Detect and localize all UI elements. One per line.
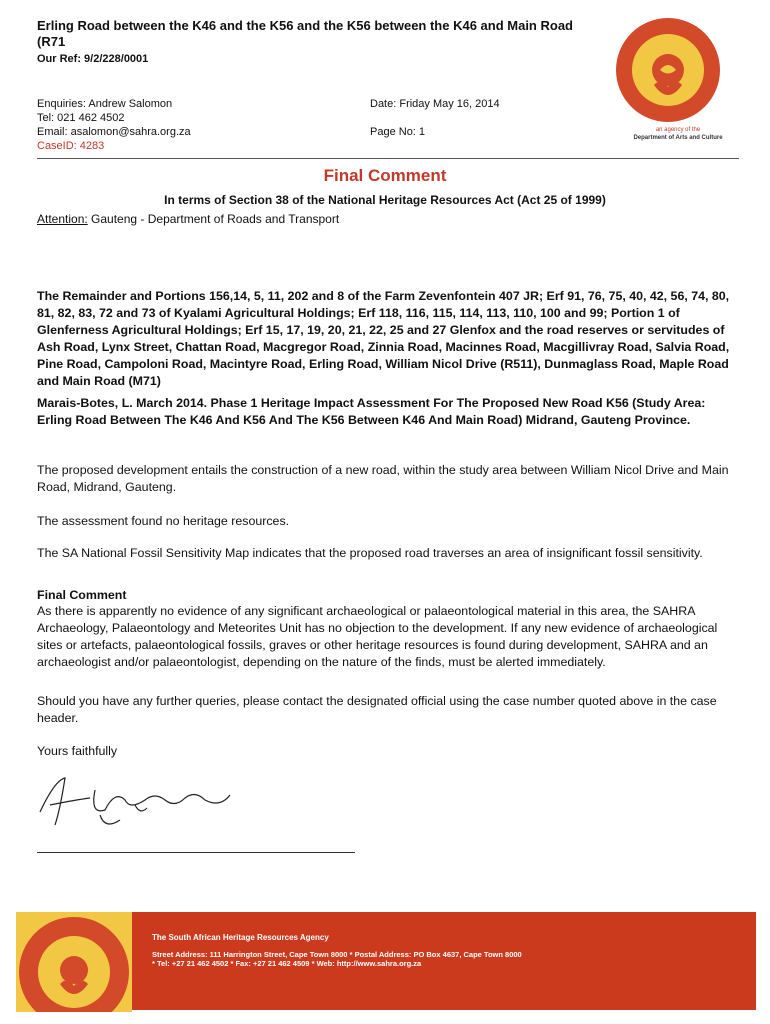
sahra-logo: [600, 15, 740, 155]
contact-block: [37, 97, 191, 153]
sahra-emblem-icon: [16, 912, 132, 1012]
property-description: The Remainder and Portions 156,14, 5, 11, 202 and 8 of the Farm Zevenfontein 407 JR; Erf 91, 76, 75, 40, 42, 56, 74, 80, 81, 82, 83, 72 and 73 of Kyalami Agricultural Holdings; Erf 118, 116, 115, 114, 113, 110, 100 and 99; Portion 1 of Glenferness Agricultural Holdings; Erf 15, 17, 19, 20, 21, 22, 25 and 27 Glenfox and the road reserves or servitudes of Ash Road, Lynx Street, Chattan Road, Macgregor Road, Zinnia Road, Macinnes Road, Macgillivray Road, Salvia Road, Pine Road, Campoloni Road, Macintyre Road, Erling Road, William Nicol Drive (R511), Dunmaglass Road, Maple Road and Main Road (M71): [37, 289, 730, 388]
page-number: Page No: 1: [370, 126, 426, 138]
footer-address: Street Address: 111 Harrington Street, Cape Town 8000 * Postal Address: PO Box 4637, Cape Town 8000: [152, 950, 522, 959]
footer-org-name: The South African Heritage Resources Agency: [152, 933, 329, 942]
reference-number: Our Ref: 9/2/228/0001: [37, 53, 149, 65]
final-comment-text: As there is apparently no evidence of any significant archaeological or palaeontological material in this area, the SAHRA Archaeology, Palaeontology and Meteorites Unit has no objection to the development. If any new evidence of archaeological sites or artefacts, palaeontological fossils, graves or other heritage resources is found during development, SAHRA and an archaeologist and/or palaeontologist, depending on the nature of the finds, must be alerted immediately.: [37, 604, 718, 669]
footer-contact: * Tel: +27 21 462 4502 * Fax: +27 21 462 4509 * Web: http://www.sahra.org.za: [152, 959, 422, 968]
telephone: Tel: 021 462 4502: [37, 112, 125, 124]
footer-logo: [16, 912, 132, 1012]
attention-value: Gauteng - Department of Roads and Transport: [87, 212, 340, 226]
final-comment-heading: Final Comment: [323, 166, 447, 185]
paragraph-fossil: The SA National Fossil Sensitivity Map indicates that the proposed road traverses an area of insignificant fossil sensitivity.: [37, 546, 703, 560]
enquiries: Enquiries: Andrew Salomon: [37, 98, 173, 110]
paragraph-assessment: The assessment found no heritage resources.: [37, 514, 290, 528]
paragraph-development: The proposed development entails the construction of a new road, within the study area between William Nicol Drive and Main Road, Midrand, Gauteng.: [37, 463, 729, 494]
signature-line: [37, 852, 355, 853]
final-comment-label: Final Comment: [37, 588, 127, 602]
date: Date: Friday May 16, 2014: [370, 98, 500, 110]
act-reference: In terms of Section 38 of the National Heritage Resources Act (Act 25 of 1999): [164, 193, 606, 207]
email: Email: asalomon@sahra.org.za: [37, 126, 191, 138]
document-title: Erling Road between the K46 and the K56 and the K56 between the K46 and Main Road (R71: [37, 18, 573, 49]
assessment-reference: Marais-Botes, L. March 2014. Phase 1 Heritage Impact Assessment For The Proposed New Road K56 (Study Area: Erling Road Between The K46 And K56 And The K56 Between K46 And Main Road) Midrand, Gauteng Province.: [37, 396, 706, 427]
sahra-emblem-icon: [600, 15, 740, 155]
attention-label: Attention:: [37, 212, 88, 226]
queries-paragraph: Should you have any further queries, please contact the designated official using the case number quoted above in the case header.: [37, 694, 717, 725]
case-id: CaseID: 4283: [37, 140, 105, 152]
signature-image: [35, 770, 235, 840]
attention-line: [37, 212, 339, 226]
header-divider: [37, 158, 739, 159]
agency-line-2: Department of Arts and Culture: [633, 135, 723, 141]
agency-line-1: an agency of the: [655, 127, 701, 133]
closing: Yours faithfully: [37, 744, 118, 758]
